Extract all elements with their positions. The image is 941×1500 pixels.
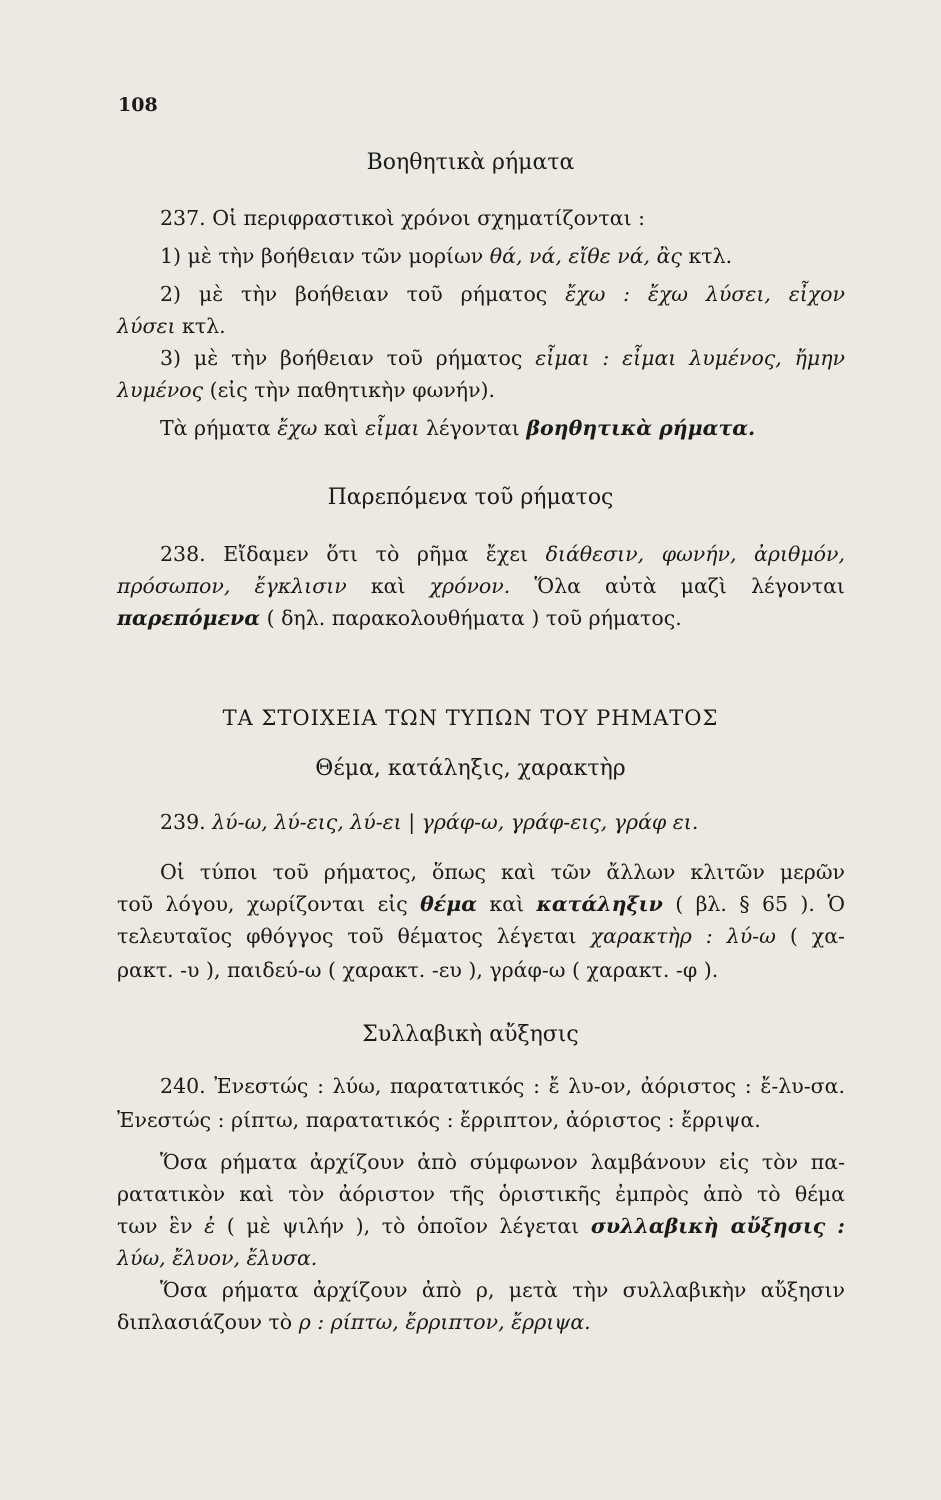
item-2: 2) μὲ τὴν βοήθειαν τοῦ ρήματος ἔχω : ἔχω λύσει, εἶχον: [160, 282, 845, 306]
para-239-line-2: τοῦ λόγου, χωρίζονται εἰς θέμα καὶ κατάληξιν ( βλ. § 65 ). Ὁ: [117, 892, 845, 916]
para-238-line-3: παρεπόμενα ( δηλ. παρακολουθήματα ) τοῦ ρήματος.: [117, 606, 682, 630]
para-240-line-8: διπλασιάζουν τὸ ρ : ρίπτω, ἔρριπτον, ἔρριψα.: [117, 1310, 591, 1334]
para-240-line-4: ρατατικὸν καὶ τὸν ἀόριστον τῆς ὁριστικῆς ἐμπρὸς ἀπὸ τὸ θέμα: [117, 1182, 845, 1206]
para-239-line-3: τελευταῖος φθόγγος τοῦ θέματος λέγεται χαρακτὴρ : λύ-ω ( χα-: [117, 924, 845, 948]
heading-auxiliary-verbs: Βοηθητικὰ ρήματα: [366, 150, 575, 175]
heading-verb-form-elements: ΤΑ ΣΤΟΙΧΕΙΑ ΤΩΝ ΤΥΠΩΝ ΤΟΥ ΡΗΜΑΤΟΣ: [222, 706, 719, 730]
para-240-line-6: λύω, ἔλυον, ἔλυσα.: [117, 1246, 318, 1270]
para-238-line-2: πρόσωπον, ἔγκλισιν καὶ χρόνον. Ὅλα αὐτὰ μαζὶ λέγονται: [117, 574, 845, 598]
para-237: 237. Οἱ περιφραστικοὶ χρόνοι σχηματίζονται :: [160, 206, 646, 230]
item-3: 3) μὲ τὴν βοήθειαν τοῦ ρήματος εἶμαι : εἶμαι λυμένος, ἤμην: [160, 346, 846, 370]
item-1: 1) μὲ τὴν βοήθειαν τῶν μορίων θά, νά, εἴθε νά, ἂς κτλ.: [160, 244, 733, 268]
para-240-line-5: των ἓν ἐ ( μὲ ψιλήν ), τὸ ὁποῖον λέγεται συλλαβικὴ αὔξησις :: [117, 1214, 845, 1238]
para-240-line-7: Ὅσα ρήματα ἀρχίζουν ἀπὸ ρ, μετὰ τὴν συλλαβικὴν αὔξησιν: [160, 1278, 845, 1302]
item-3-cont: λυμένος (εἰς τὴν παθητικὴν φωνήν).: [117, 378, 496, 402]
para-238: 238. Εἴδαμεν ὅτι τὸ ρῆμα ἔχει διάθεσιν, φωνήν, ἀριθμόν,: [160, 542, 845, 566]
heading-stem-ending-character: Θέμα, κατάληξις, χαρακτὴρ: [315, 756, 626, 781]
para-239-line-4: ρακτ. -υ ), παιδεύ-ω ( χαρακτ. -ευ ), γράφ-ω ( χαρακτ. -φ ).: [117, 958, 719, 982]
item-2-cont: λύσει κτλ.: [117, 314, 226, 338]
para-240-line-3: Ὅσα ρήματα ἀρχίζουν ἀπὸ σύμφωνον λαμβάνουν εἰς τὸν πα-: [160, 1150, 845, 1174]
heading-syllabic-augment: Συλλαβικὴ αὔξησις: [362, 1022, 579, 1047]
para-239: 239. λύ-ω, λύ-εις, λύ-ει | γράφ-ω, γράφ-εις, γράφ ει.: [160, 810, 699, 834]
heading-verb-accidents: Παρεπόμενα τοῦ ρήματος: [327, 485, 614, 510]
para-239-line-1: Οἱ τύποι τοῦ ρήματος, ὅπως καὶ τῶν ἄλλων κλιτῶν μερῶν: [160, 860, 845, 884]
auxiliary-note: Τὰ ρήματα ἔχω καὶ εἶμαι λέγονται βοηθητικὰ ρήματα.: [160, 416, 756, 440]
page-number: 108: [118, 94, 158, 116]
para-240-line-2: Ἐνεστώς : ρίπτω, παρατατικός : ἔρριπτον, ἀόριστος : ἔρριψα.: [117, 1108, 761, 1132]
para-240-line-1: 240. Ἐνεστώς : λύω, παρατατικός : ἔ λυ-ον, ἀόριστος : ἔ-λυ-σα.: [160, 1074, 845, 1098]
